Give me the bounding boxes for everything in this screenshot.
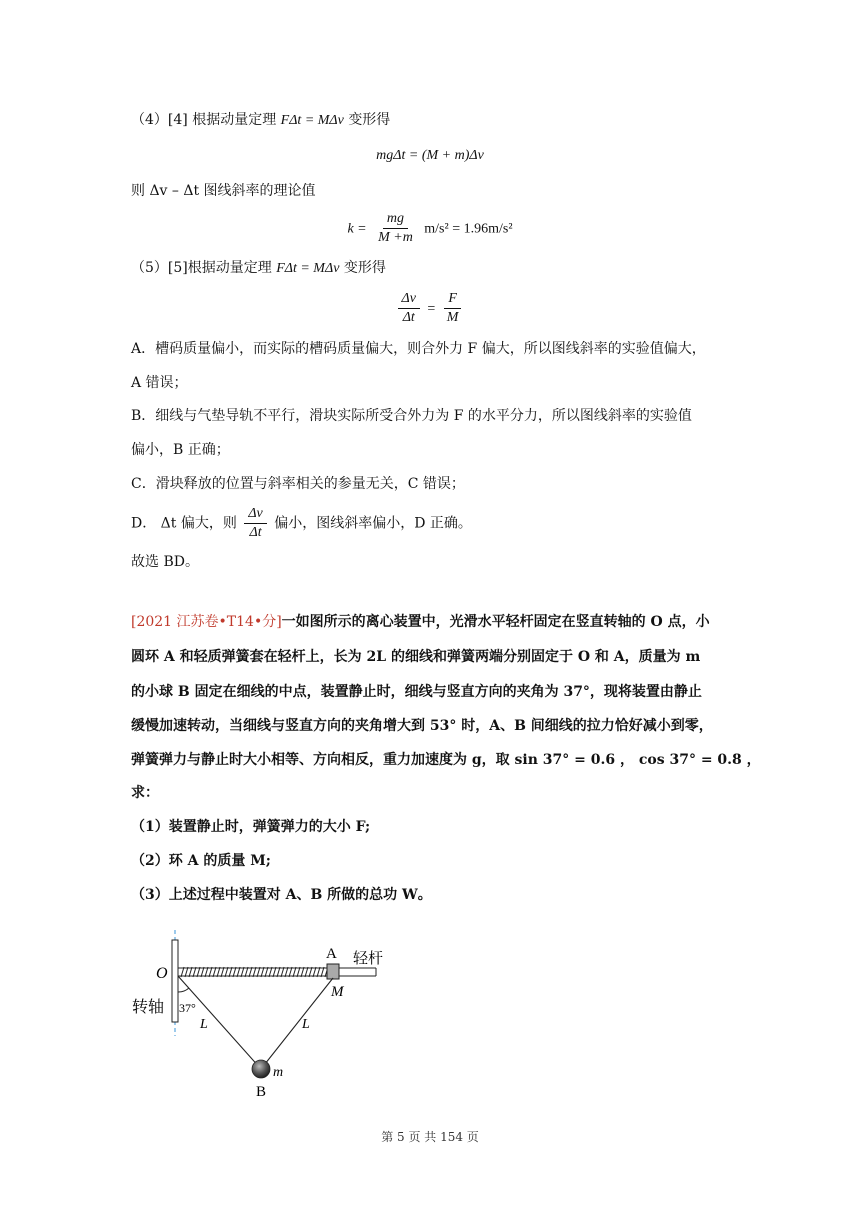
equation-2-denominator: M +m bbox=[378, 230, 413, 245]
question-1: （1）装置静止时，弹簧弹力的大小 F; bbox=[131, 819, 371, 835]
angle-arc bbox=[178, 988, 189, 992]
section-5-suffix: 变形得 bbox=[343, 260, 386, 276]
problem-line-5: 弹簧弹力与静止时大小相等、方向相反，重力加速度为 g，取 sin 37° = 0.6 ， cos 37° = 0.8 ， bbox=[131, 752, 761, 768]
equation-3-right-numerator: F bbox=[444, 290, 461, 309]
ball-b bbox=[252, 1060, 270, 1078]
option-c: C．滑块释放的位置与斜率相关的参量无关，C 错误； bbox=[131, 476, 465, 492]
problem-line-2: 圆环 A 和轻质弹簧套在轻杆上，长为 2L 的细线和弹簧两端分别固定于 O 和 A，质量为 m bbox=[131, 649, 701, 665]
label-axis: 转轴 bbox=[132, 999, 165, 1016]
label-o: O bbox=[156, 965, 168, 982]
option-d bbox=[131, 505, 472, 542]
option-a-line-2: A 错误； bbox=[131, 375, 188, 391]
label-l-left: L bbox=[200, 1017, 208, 1032]
ring-a bbox=[327, 964, 339, 979]
momentum-theorem-formula: FΔt = MΔv bbox=[280, 113, 344, 128]
label-rod: 轻杆 bbox=[353, 951, 384, 967]
section-5-label: （5）[5]根据动量定理 bbox=[131, 260, 272, 276]
label-m-ball: m bbox=[273, 1065, 284, 1080]
page-footer: 第 5 页 共 154 页 bbox=[381, 1130, 479, 1144]
section-4-label: （4）[4] 根据动量定理 bbox=[131, 112, 277, 128]
equation-3-left-numerator: Δv bbox=[398, 290, 420, 309]
equation-2-fraction bbox=[374, 210, 417, 247]
shaft bbox=[172, 940, 178, 1022]
section-4-intro bbox=[131, 110, 390, 131]
option-d-fraction bbox=[244, 505, 266, 542]
equation-3-right-denominator: M bbox=[446, 310, 459, 325]
option-b-line-1: B．细线与气垫导轨不平行，滑块实际所受合外力为 F 的水平分力，所以图线斜率的实验值 bbox=[131, 408, 692, 424]
equation-1: mgΔt = (M + m)Δv bbox=[376, 148, 484, 163]
question-2: （2）环 A 的质量 M; bbox=[131, 853, 271, 869]
equation-2-numerator: mg bbox=[383, 210, 408, 229]
label-angle: 37° bbox=[179, 1001, 196, 1015]
equation-3-left-denominator: Δt bbox=[402, 310, 415, 325]
equation-2-rhs: m/s² = 1.96m/s² bbox=[424, 221, 513, 237]
string-right bbox=[261, 978, 333, 1069]
problem-line-6: 求： bbox=[131, 785, 159, 801]
problem-source: [2021 江苏卷•T14•分] bbox=[131, 614, 282, 630]
equation-3-right-fraction bbox=[443, 290, 463, 327]
problem-line-4: 缓慢加速转动，当细线与竖直方向的夹角增大到 53° 时，A、B 间细线的拉力恰好减小到零， bbox=[131, 718, 713, 734]
question-3: （3）上述过程中装置对 A、B 所做的总功 W。 bbox=[131, 887, 432, 903]
equation-3 bbox=[0, 290, 860, 327]
equation-2 bbox=[0, 210, 860, 247]
equation-3-left-fraction bbox=[398, 290, 420, 327]
equation-2-k: k = bbox=[347, 221, 367, 237]
option-d-prefix: D． Δt 偏大，则 bbox=[131, 515, 237, 532]
label-a: A bbox=[326, 946, 337, 962]
equation-3-equals: = bbox=[427, 301, 436, 317]
option-d-suffix: 偏小，图线斜率偏小，D 正确。 bbox=[274, 515, 472, 532]
section-4-suffix: 变形得 bbox=[348, 112, 391, 128]
string-left bbox=[178, 976, 261, 1069]
label-l-right: L bbox=[302, 1017, 310, 1032]
centrifuge-diagram bbox=[128, 928, 398, 1103]
slope-intro: 则 Δv – Δt 图线斜率的理论值 bbox=[131, 183, 316, 199]
option-b-line-2: 偏小，B 正确； bbox=[131, 442, 230, 458]
problem-text-1: 一如图所示的离心装置中，光滑水平轻杆固定在竖直转轴的 O 点，小 bbox=[281, 614, 710, 630]
section-5-intro bbox=[131, 258, 386, 279]
momentum-theorem-formula-2: FΔt = MΔv bbox=[276, 261, 340, 276]
problem-line-1 bbox=[131, 612, 710, 632]
label-m-ring: M bbox=[331, 984, 344, 1000]
answer: 故选 BD。 bbox=[131, 554, 199, 570]
option-d-denominator: Δt bbox=[249, 525, 262, 540]
label-b: B bbox=[256, 1084, 267, 1100]
option-a-line-1: A．槽码质量偏小，而实际的槽码质量偏大，则合外力 F 偏大，所以图线斜率的实验值偏大， bbox=[131, 341, 706, 357]
problem-line-3: 的小球 B 固定在细线的中点，装置静止时，细线与竖直方向的夹角为 37°，现将装置由静止 bbox=[131, 684, 702, 700]
option-d-numerator: Δv bbox=[244, 505, 266, 524]
